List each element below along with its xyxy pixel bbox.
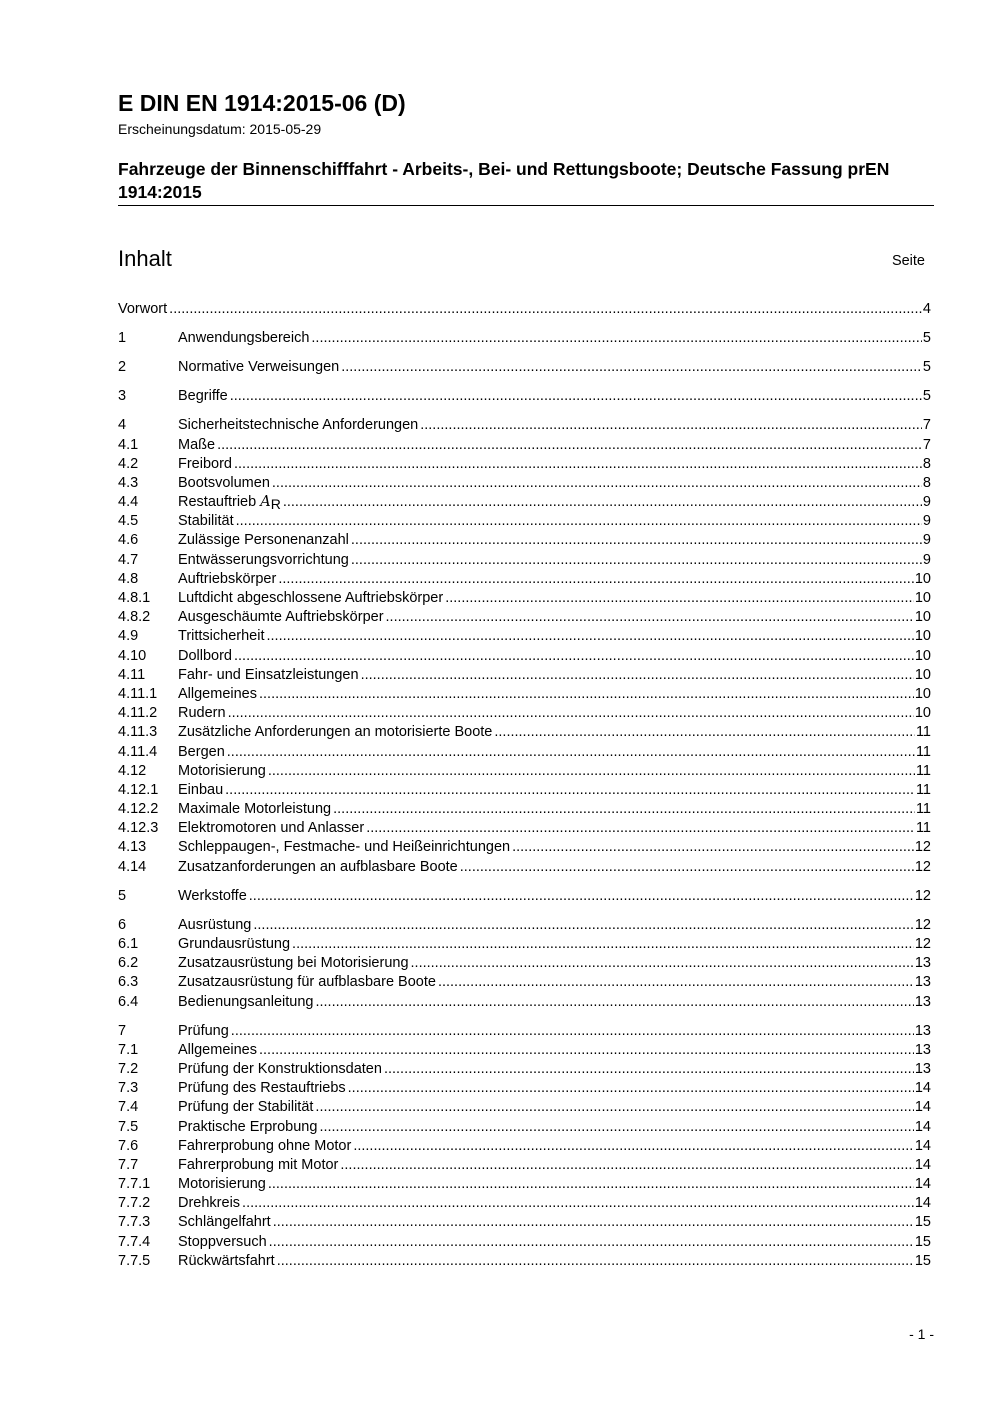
toc-entry-number: 4.14 bbox=[118, 858, 147, 875]
toc-entry-label-text: Auftriebskörper bbox=[178, 570, 277, 587]
toc-entry-label-text: Motorisierung bbox=[178, 1176, 266, 1193]
toc-entry[interactable] bbox=[118, 1194, 931, 1213]
toc-dot-leader bbox=[225, 781, 915, 800]
toc-entry-number: 4.11.2 bbox=[118, 705, 158, 722]
toc-dot-leader bbox=[269, 1233, 914, 1252]
toc-entry-number: 7.7.5 bbox=[118, 1252, 151, 1269]
toc-entry-label bbox=[178, 455, 234, 474]
toc-entry-label-text: Elektromotoren und Anlasser bbox=[178, 820, 365, 837]
toc-entry-label-text: Zusätzliche Anforderungen an motorisierte Boote bbox=[178, 724, 493, 741]
toc-dot-leader bbox=[278, 570, 914, 589]
toc-entry-label-text: Rudern bbox=[178, 705, 226, 722]
toc-entry-label-text: Prüfung der Stabilität bbox=[178, 1099, 314, 1116]
toc-entry-label-text: Schlängelfahrt bbox=[178, 1214, 271, 1231]
toc-entry-label bbox=[178, 1175, 268, 1194]
toc-entry-label bbox=[178, 512, 236, 531]
toc-entry-page: 15 bbox=[914, 1214, 931, 1231]
toc-entry-label-text: Fahr- und Einsatzleistungen bbox=[178, 666, 359, 683]
toc-entry-label-text: Ausgeschäumte Auftriebskörper bbox=[178, 609, 384, 626]
toc-entry-label bbox=[178, 762, 268, 781]
toc-entry-label-text: Zusatzausrüstung für aufblasbare Boote bbox=[178, 974, 436, 991]
toc-entry-label bbox=[178, 474, 272, 493]
toc-dot-leader bbox=[259, 685, 914, 704]
toc-entry-page: 5 bbox=[922, 359, 931, 376]
toc-dot-leader bbox=[266, 627, 913, 646]
toc-entry-page: 9 bbox=[922, 532, 931, 549]
toc-entry[interactable] bbox=[118, 455, 931, 474]
toc-entry-page: 5 bbox=[922, 388, 931, 405]
toc-entry[interactable] bbox=[118, 1079, 931, 1098]
toc-dot-leader bbox=[169, 300, 922, 319]
toc-entry-label bbox=[178, 493, 283, 514]
toc-entry-page: 15 bbox=[914, 1233, 931, 1250]
toc-entry-number: 4.12.2 bbox=[118, 801, 159, 818]
toc-entry-page: 4 bbox=[922, 301, 931, 317]
toc-entry-label bbox=[178, 1213, 273, 1232]
toc-entry-number: 1 bbox=[118, 330, 127, 347]
toc-entry[interactable] bbox=[118, 781, 931, 800]
toc-entry-label-text: Luftdicht abgeschlossene Auftriebskörper bbox=[178, 590, 444, 606]
toc-dot-leader bbox=[228, 704, 914, 723]
toc-entry[interactable] bbox=[118, 1137, 931, 1156]
toc-entry-label bbox=[178, 1041, 259, 1060]
toc-entry-number: 4.11 bbox=[118, 666, 146, 683]
toc-entry-number: 4.8 bbox=[118, 570, 139, 587]
toc-entry[interactable] bbox=[118, 531, 931, 550]
toc-entry-number: 6 bbox=[118, 916, 127, 933]
toc-entry[interactable] bbox=[118, 704, 931, 723]
toc-entry-label-text: Fahrerprobung mit Motor bbox=[178, 1156, 339, 1173]
toc-dot-leader bbox=[231, 1022, 914, 1041]
toc-dot-leader bbox=[340, 1156, 913, 1175]
toc-entry-page: 10 bbox=[914, 705, 931, 722]
toc-entry-label bbox=[178, 1060, 384, 1079]
toc-dot-leader bbox=[272, 474, 922, 493]
toc-entry[interactable] bbox=[118, 1022, 931, 1041]
toc-entry-page: 11 bbox=[915, 743, 931, 760]
toc-entry[interactable] bbox=[118, 608, 931, 627]
toc-entry-label bbox=[178, 685, 259, 704]
toc-entry-page: 13 bbox=[914, 955, 931, 972]
toc-entry-page: 7 bbox=[922, 417, 931, 434]
toc-entry-label-text: Trittsicherheit bbox=[178, 628, 265, 645]
toc-entry-number: 2 bbox=[118, 359, 127, 376]
toc-dot-leader bbox=[268, 762, 915, 781]
toc-entry-number: 3 bbox=[118, 388, 127, 405]
toc-entry-label bbox=[178, 1156, 340, 1175]
toc-entry-label bbox=[178, 858, 460, 877]
toc-dot-leader bbox=[351, 551, 922, 570]
toc-entry-label bbox=[178, 608, 386, 627]
toc-entry-symbol: A bbox=[260, 494, 271, 511]
toc-entry-label bbox=[178, 1252, 277, 1271]
toc-entry-label bbox=[178, 954, 411, 973]
toc-entry-label-text: Schleppaugen-, Festmache- und Heißeinrichtungen bbox=[178, 839, 511, 856]
toc-dot-leader bbox=[386, 608, 914, 627]
toc-entry[interactable] bbox=[118, 858, 931, 877]
toc-entry-label bbox=[178, 1022, 231, 1041]
toc-entry-page: 11 bbox=[915, 724, 931, 741]
toc-entry-label-text: Allgemeines bbox=[178, 1041, 257, 1058]
toc-entry-number: 4.12.1 bbox=[118, 781, 159, 798]
toc-entry-label-text: Stoppversuch bbox=[178, 1233, 267, 1250]
toc-entry-label bbox=[178, 838, 512, 857]
toc-entry-page: 10 bbox=[914, 570, 931, 587]
toc-dot-leader bbox=[460, 858, 914, 877]
toc-entry-label bbox=[178, 1233, 269, 1252]
toc-entry-number: 4.11.1 bbox=[118, 685, 158, 702]
title-divider bbox=[118, 205, 934, 206]
toc-entry-label-text: Dollbord bbox=[178, 647, 232, 664]
toc-entry[interactable] bbox=[118, 647, 931, 666]
toc-entry[interactable] bbox=[118, 800, 931, 819]
toc-entry-label bbox=[178, 781, 225, 800]
toc-entry-page: 11 bbox=[915, 762, 931, 779]
toc-entry[interactable] bbox=[118, 570, 931, 589]
toc-entry-label bbox=[178, 743, 227, 762]
toc-entry-label bbox=[178, 531, 351, 550]
toc-entry[interactable] bbox=[118, 493, 931, 512]
toc-entry-page: 8 bbox=[922, 455, 931, 472]
toc-entry-label bbox=[178, 973, 438, 992]
toc-entry-label bbox=[178, 387, 230, 406]
toc-entry-number: 7.6 bbox=[118, 1137, 139, 1154]
toc-entry-label bbox=[178, 916, 253, 935]
document-title: Fahrzeuge der Binnenschifffahrt - Arbeits-, Bei- und Rettungsboote; Deutsche Fassung prEN 1914:2015 bbox=[118, 159, 890, 202]
toc-entry-page: 12 bbox=[914, 935, 931, 952]
toc-entry-number: 4.3 bbox=[118, 474, 139, 491]
toc-entry-page: 11 bbox=[915, 820, 931, 837]
toc-entry[interactable] bbox=[118, 1213, 931, 1232]
toc-dot-leader bbox=[512, 838, 914, 857]
toc-entry-label-text: Motorisierung bbox=[178, 762, 266, 779]
toc-entry-label-text: Prüfung des Restauftriebs bbox=[178, 1080, 346, 1097]
toc-dot-leader bbox=[445, 589, 914, 608]
toc-entry-label-text: Bedienungsanleitung bbox=[178, 993, 314, 1010]
toc-entry-label bbox=[178, 993, 315, 1012]
toc-entry-label-text: Anwendungsbereich bbox=[178, 330, 310, 347]
toc-entry-label bbox=[178, 1118, 319, 1137]
toc-entry-label bbox=[178, 800, 333, 819]
toc-entry-label bbox=[178, 589, 445, 608]
toc-entry-label bbox=[178, 358, 341, 377]
toc-entry-page: 13 bbox=[914, 1022, 931, 1039]
toc-dot-leader bbox=[283, 493, 922, 512]
toc-dot-leader bbox=[273, 1213, 914, 1232]
toc-entry-number: 4.7 bbox=[118, 551, 139, 568]
toc-entry[interactable] bbox=[118, 1175, 931, 1194]
toc-dot-leader bbox=[268, 1175, 914, 1194]
toc-entry-page: 7 bbox=[922, 436, 931, 453]
toc-entry-page: 11 bbox=[915, 801, 931, 818]
toc-entry-page: 10 bbox=[914, 590, 931, 606]
toc-entry-page: 13 bbox=[914, 974, 931, 991]
toc-dot-leader bbox=[420, 416, 922, 435]
toc-dot-leader bbox=[384, 1060, 914, 1079]
toc-entry-number: 7.3 bbox=[118, 1080, 139, 1097]
toc-entry-page: 10 bbox=[914, 609, 931, 626]
toc-entry-label-text: Rückwärtsfahrt bbox=[178, 1252, 275, 1269]
toc-entry-label bbox=[118, 300, 169, 319]
toc-entry-label-text: Werkstoffe bbox=[178, 887, 247, 904]
toc-entry-page: 10 bbox=[914, 685, 931, 702]
toc-entry[interactable] bbox=[118, 416, 931, 435]
toc-entry-page: 9 bbox=[922, 494, 931, 511]
toc-entry-number: 4.9 bbox=[118, 628, 139, 645]
toc-entry-page: 8 bbox=[922, 474, 931, 491]
toc-entry[interactable] bbox=[118, 935, 931, 954]
toc-entry[interactable] bbox=[118, 762, 931, 781]
toc-entry-number: 4.11.3 bbox=[118, 724, 158, 741]
toc-entry[interactable] bbox=[118, 1041, 931, 1060]
toc-entry[interactable] bbox=[118, 1252, 931, 1271]
toc-entry-label bbox=[178, 647, 234, 666]
toc-entry[interactable] bbox=[118, 743, 931, 762]
toc-entry-label-text: Normative Verweisungen bbox=[178, 359, 340, 376]
toc-entry[interactable] bbox=[118, 685, 931, 704]
toc-entry-label bbox=[178, 1137, 353, 1156]
toc-entry-page: 14 bbox=[914, 1080, 931, 1097]
toc-entry-number: 7.7.4 bbox=[118, 1233, 151, 1250]
toc-entry-number: 6.2 bbox=[118, 955, 139, 972]
toc-dot-leader bbox=[234, 647, 914, 666]
toc-entry-page: 10 bbox=[914, 666, 931, 683]
toc-entry-number: 4.4 bbox=[118, 494, 139, 511]
toc-entry-label-text: Bergen bbox=[178, 743, 225, 760]
footer-page-number: - 1 - bbox=[909, 1326, 934, 1342]
toc-entry-page: 10 bbox=[914, 647, 931, 664]
toc-entry[interactable] bbox=[118, 300, 931, 319]
toc-dot-leader bbox=[292, 935, 914, 954]
toc-entry-number: 4.10 bbox=[118, 647, 147, 664]
toc-entry[interactable] bbox=[118, 993, 931, 1012]
toc-entry[interactable] bbox=[118, 358, 931, 377]
toc-entry-number: 4.8.1 bbox=[118, 590, 151, 606]
toc-dot-leader bbox=[236, 512, 922, 531]
toc-entry-label bbox=[178, 819, 366, 838]
toc-entry-page: 10 bbox=[914, 628, 931, 645]
toc-dot-leader bbox=[351, 531, 922, 550]
toc-entry-number: 4.5 bbox=[118, 513, 139, 530]
toc-entry-label-text: Praktische Erprobung bbox=[178, 1118, 318, 1135]
toc-entry-page: 15 bbox=[914, 1252, 931, 1269]
toc-entry[interactable] bbox=[118, 329, 931, 348]
toc-dot-leader bbox=[411, 954, 914, 973]
document-id: E DIN EN 1914:2015-06 (D) bbox=[118, 90, 406, 116]
toc-entry-number: 6.4 bbox=[118, 993, 139, 1010]
toc-entry-page: 9 bbox=[922, 551, 931, 568]
toc-entry-label-text: Ausrüstung bbox=[178, 916, 252, 933]
toc-entry-label-text: Grundausrüstung bbox=[178, 935, 291, 952]
toc-dot-leader bbox=[217, 436, 922, 455]
toc-entry-label-text: Sicherheitstechnische Anforderungen bbox=[178, 417, 419, 434]
toc-entry-label bbox=[178, 935, 292, 954]
toc-entry-page: 14 bbox=[914, 1118, 931, 1135]
toc-entry-number: 4.1 bbox=[118, 436, 139, 453]
toc-entry-label bbox=[178, 666, 361, 685]
toc-entry-number: 5 bbox=[118, 887, 127, 904]
toc-entry-number: 4.11.4 bbox=[118, 743, 158, 760]
toc-dot-leader bbox=[438, 973, 914, 992]
toc-entry[interactable] bbox=[118, 819, 931, 838]
toc-heading: Inhalt bbox=[118, 246, 172, 271]
toc-entry-label-text: Zusatzausrüstung bei Motorisierung bbox=[178, 955, 409, 972]
toc-entry-label-text: Allgemeines bbox=[178, 685, 257, 702]
toc-dot-leader bbox=[366, 819, 915, 838]
publication-date: Erscheinungsdatum: 2015-05-29 bbox=[118, 121, 322, 137]
toc-dot-leader bbox=[234, 455, 922, 474]
toc-entry[interactable] bbox=[118, 474, 931, 493]
toc-entry[interactable] bbox=[118, 1233, 931, 1252]
toc-dot-leader bbox=[348, 1079, 914, 1098]
toc-entry-number: 7.7.2 bbox=[118, 1195, 151, 1212]
table-of-contents bbox=[118, 300, 931, 1271]
toc-entry-page: 13 bbox=[914, 1060, 931, 1077]
toc-dot-leader bbox=[315, 1098, 913, 1117]
toc-dot-leader bbox=[353, 1137, 914, 1156]
toc-entry[interactable] bbox=[118, 723, 931, 742]
toc-entry-page: 5 bbox=[922, 330, 931, 347]
toc-entry[interactable] bbox=[118, 1156, 931, 1175]
toc-entry-page: 13 bbox=[914, 993, 931, 1010]
toc-entry-label bbox=[178, 551, 351, 570]
toc-page-column-label: Seite bbox=[891, 253, 925, 269]
toc-entry[interactable] bbox=[118, 838, 931, 857]
toc-entry-label-text: Entwässerungsvorrichtung bbox=[178, 551, 349, 568]
toc-entry-label bbox=[178, 416, 420, 435]
toc-entry-label bbox=[178, 1194, 242, 1213]
toc-entry-number: 7 bbox=[118, 1022, 127, 1039]
toc-entry-label-text: Prüfung der Konstruktionsdaten bbox=[178, 1060, 382, 1077]
toc-entry-number: 6.3 bbox=[118, 974, 139, 991]
toc-dot-leader bbox=[361, 666, 914, 685]
toc-entry-number: 7.4 bbox=[118, 1099, 139, 1116]
toc-entry-label bbox=[178, 723, 494, 742]
toc-entry[interactable] bbox=[118, 387, 931, 406]
toc-entry-page: 9 bbox=[922, 513, 931, 530]
toc-entry[interactable] bbox=[118, 627, 931, 646]
toc-dot-leader bbox=[311, 329, 922, 348]
toc-entry-label bbox=[178, 436, 217, 455]
toc-entry[interactable] bbox=[118, 589, 931, 608]
toc-entry-number: 6.1 bbox=[118, 935, 139, 952]
toc-entry[interactable] bbox=[118, 1060, 931, 1079]
toc-entry-number: 4 bbox=[118, 417, 127, 434]
toc-entry-number: 7.2 bbox=[118, 1060, 139, 1077]
toc-entry-number: 4.8.2 bbox=[118, 609, 151, 626]
toc-entry-label-text: Restauftrieb bbox=[178, 494, 257, 511]
toc-entry-page: 12 bbox=[914, 858, 931, 875]
toc-entry-number: 4.12 bbox=[118, 762, 147, 779]
toc-dot-leader bbox=[315, 993, 913, 1012]
toc-entry-label-text: Stabilität bbox=[178, 513, 234, 530]
toc-entry-number: 4.6 bbox=[118, 532, 139, 549]
toc-entry[interactable] bbox=[118, 1098, 931, 1117]
toc-entry-label-text: Zusatzanforderungen an aufblasbare Boote bbox=[178, 858, 458, 875]
toc-entry-label bbox=[178, 1079, 348, 1098]
toc-entry[interactable] bbox=[118, 666, 931, 685]
toc-entry-label-text: Bootsvolumen bbox=[178, 474, 270, 491]
toc-dot-leader bbox=[230, 387, 922, 406]
toc-entry[interactable] bbox=[118, 973, 931, 992]
toc-dot-leader bbox=[333, 800, 915, 819]
toc-entry-label-text: Begriffe bbox=[178, 388, 228, 405]
toc-entry-number: 7.5 bbox=[118, 1118, 139, 1135]
toc-entry[interactable] bbox=[118, 436, 931, 455]
toc-entry[interactable] bbox=[118, 551, 931, 570]
toc-dot-leader bbox=[341, 358, 922, 377]
toc-entry-label-text: Prüfung bbox=[178, 1022, 229, 1039]
toc-dot-leader bbox=[253, 916, 914, 935]
toc-dot-leader bbox=[259, 1041, 914, 1060]
toc-entry-page: 14 bbox=[914, 1195, 931, 1212]
toc-entry-page: 12 bbox=[914, 916, 931, 933]
toc-entry-label-text: Freibord bbox=[178, 455, 232, 472]
toc-entry-label-text: Drehkreis bbox=[178, 1195, 241, 1212]
toc-entry-label-text: Vorwort bbox=[118, 301, 168, 317]
toc-dot-leader bbox=[249, 887, 914, 906]
toc-entry-number: 7.7 bbox=[118, 1156, 139, 1173]
toc-entry-label-text: Einbau bbox=[178, 781, 224, 798]
toc-entry[interactable] bbox=[118, 1118, 931, 1137]
toc-entry-label bbox=[178, 627, 266, 646]
toc-entry-number: 7.7.1 bbox=[118, 1176, 151, 1193]
toc-entry[interactable] bbox=[118, 916, 931, 935]
toc-entry-page: 14 bbox=[914, 1176, 931, 1193]
toc-entry-symbol-subscript: R bbox=[270, 496, 281, 513]
toc-entry-number: 7.7.3 bbox=[118, 1214, 151, 1231]
toc-entry-page: 12 bbox=[914, 887, 931, 904]
toc-entry-number: 4.12.3 bbox=[118, 820, 159, 837]
toc-entry-page: 13 bbox=[914, 1041, 931, 1058]
toc-entry-number: 4.13 bbox=[118, 839, 147, 856]
toc-entry-label bbox=[178, 329, 311, 348]
toc-dot-leader bbox=[242, 1194, 914, 1213]
toc-entry[interactable] bbox=[118, 887, 931, 906]
toc-entry-page: 14 bbox=[914, 1099, 931, 1116]
toc-entry-label-text: Zulässige Personenanzahl bbox=[178, 532, 349, 549]
toc-entry-label bbox=[178, 887, 249, 906]
toc-entry-number: 7.1 bbox=[118, 1041, 139, 1058]
toc-entry-label bbox=[178, 704, 228, 723]
toc-entry-page: 12 bbox=[914, 839, 931, 856]
toc-entry[interactable] bbox=[118, 512, 931, 531]
toc-dot-leader bbox=[319, 1118, 913, 1137]
toc-entry-label-text: Maße bbox=[178, 436, 216, 453]
toc-entry-page: 14 bbox=[914, 1137, 931, 1154]
toc-entry-label-text: Maximale Motorleistung bbox=[178, 801, 332, 818]
toc-entry[interactable] bbox=[118, 954, 931, 973]
toc-entry-page: 14 bbox=[914, 1156, 931, 1173]
toc-dot-leader bbox=[277, 1252, 914, 1271]
toc-dot-leader bbox=[494, 723, 915, 742]
toc-entry-page: 11 bbox=[915, 781, 931, 798]
toc-entry-label-text: Fahrerprobung ohne Motor bbox=[178, 1137, 352, 1154]
toc-entry-label bbox=[178, 1098, 315, 1117]
toc-entry-number: 4.2 bbox=[118, 455, 139, 472]
toc-dot-leader bbox=[227, 743, 915, 762]
toc-entry-label bbox=[178, 570, 278, 589]
